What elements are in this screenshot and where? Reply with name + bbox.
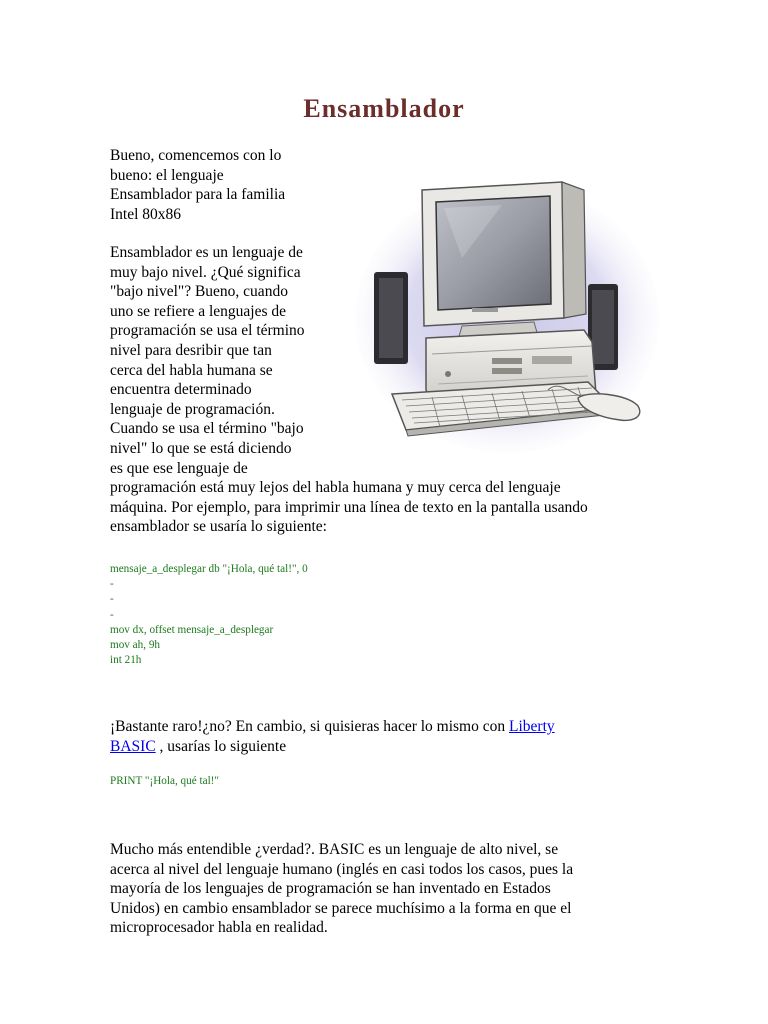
liberty-basic-link[interactable]: Liberty BASIC: [110, 718, 555, 755]
basic-code-block: [110, 774, 219, 789]
computer-illustration: [352, 168, 662, 456]
assembly-code-block: [110, 562, 308, 668]
comparison-paragraph: ¡Bastante raro!¿no? En cambio, si quisieras hacer lo mismo con Liberty BASIC , usarías lo siguiente: [110, 718, 555, 755]
monitor: [422, 182, 586, 340]
code-line: mov ah, 9h: [110, 639, 161, 652]
explanation-paragraph-narrow: Ensamblador es un lenguaje de muy bajo nivel. ¿Qué significa "bajo nivel"? Bueno, cuando uno se refiere a lenguajes de programación se usa el término nivel para desribir que tan cerca del habla humana se encuentra determinado lenguaje de programación. Cuando se usa el término "bajo nivel" lo que se está diciendo es que ese lenguaje de: [110, 244, 305, 477]
code-line: -: [110, 578, 114, 591]
explanation-paragraph-wide: programación está muy lejos del habla humana y muy cerca del lenguaje máquina. Por ejemplo, para imprimir una línea de texto en la pantalla usando ensamblador se usaría lo siguiente:: [110, 479, 588, 536]
code-line: mensaje_a_desplegar db "¡Hola, qué tal!", 0: [110, 563, 308, 575]
code-line: -: [110, 608, 114, 621]
intro-paragraph: Bueno, comencemos con lo bueno: el lenguaje Ensamblador para la familia Intel 80x86: [110, 147, 286, 223]
conclusion-paragraph: Mucho más entendible ¿verdad?. BASIC es un lenguaje de alto nivel, se acerca al nivel del lenguaje humano (inglés en casi todos los casos, pues la mayoría de los lenguajes de programación se han inventado en Estados Unidos) en cambio ensamblador se parece muchísimo a la forma en que el microprocesador habla en realidad.: [110, 841, 574, 937]
page-title: Ensamblador: [303, 94, 465, 123]
code-line: mov dx, offset mensaje_a_desplegar: [110, 623, 274, 636]
code-line: int 21h: [110, 654, 142, 667]
left-speaker: [374, 272, 408, 364]
code-line: PRINT "¡Hola, qué tal!": [110, 775, 219, 787]
code-line: -: [110, 593, 114, 606]
